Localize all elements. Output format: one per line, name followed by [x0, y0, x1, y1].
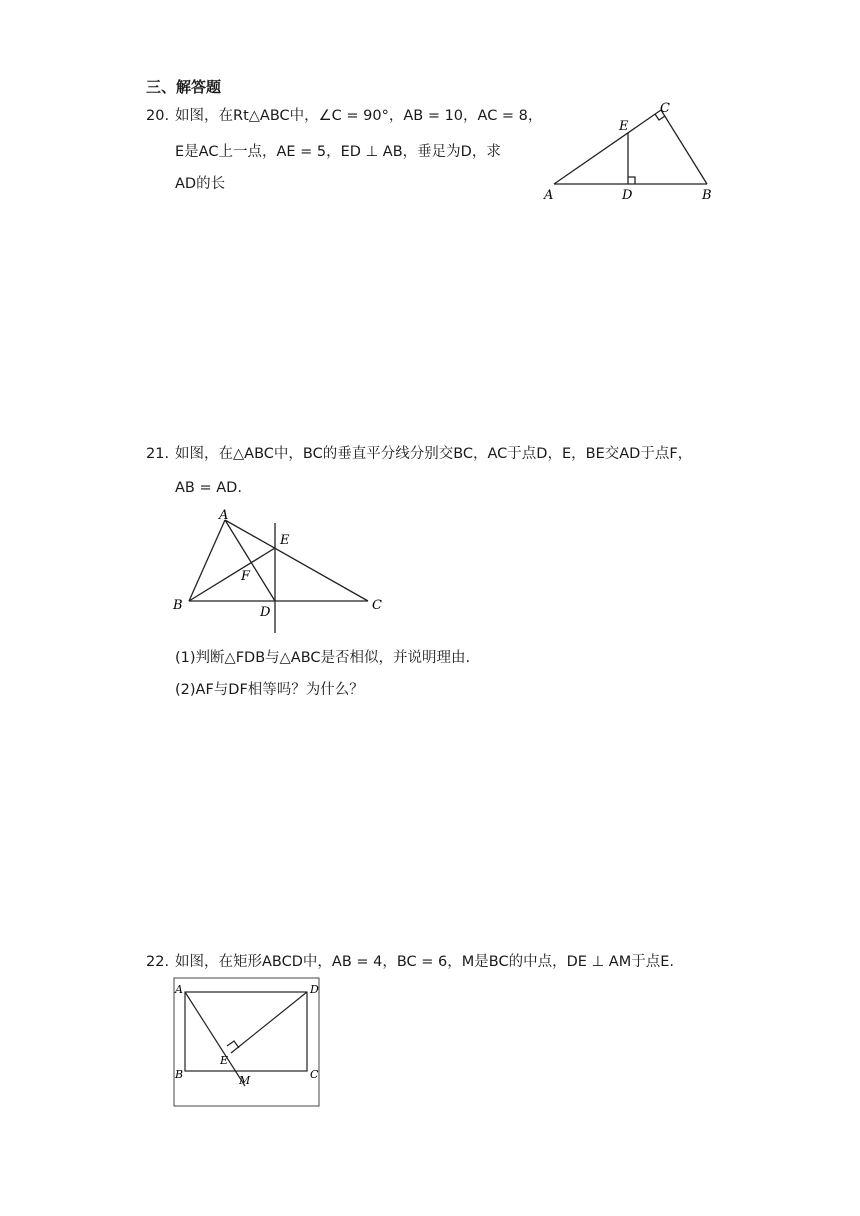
q20-label-d: D [622, 188, 633, 203]
q20-label-a: A [544, 188, 554, 203]
q21-label-d: D [260, 605, 271, 620]
q20-line1: 如图，在Rt△ABC中，∠C = 90°，AB = 10，AC = 8， [175, 108, 543, 124]
q20-segment-ac [554, 110, 661, 184]
q20-label-b: B [702, 188, 712, 203]
q22-figure [173, 977, 321, 1109]
q21-figure [168, 505, 398, 640]
q21-line2: AB = AD. [175, 480, 242, 496]
q20-figure [535, 95, 725, 210]
q22-segment-de [231, 992, 307, 1053]
q21-line1: 如图，在△ABC中，BC的垂直平分线分别交BC，AC于点D，E，BE交AD于点F， [175, 446, 693, 462]
q22-label-c: C [310, 1068, 319, 1081]
q20-number: 20. [146, 108, 170, 124]
q20-line3: AD的长 [175, 176, 226, 192]
q21-segment-be [189, 548, 275, 601]
q22-segment-am [185, 992, 245, 1086]
q21-number: 21. [146, 446, 170, 462]
q22-label-b: B [175, 1068, 184, 1081]
q20-right-angle-d [628, 177, 635, 184]
q21-label-a: A [219, 508, 229, 523]
q21-label-e: E [280, 533, 290, 548]
q22-label-m: M [239, 1074, 251, 1087]
q22-label-e: E [220, 1054, 229, 1067]
q21-segment-ad [225, 520, 275, 601]
q20-line2: E是AC上一点，AE = 5，ED ⊥ AB，垂足为D，求 [175, 144, 501, 160]
q21-segment-ab [189, 520, 225, 601]
q21-segment-ac [225, 520, 368, 601]
q22-label-d: D [310, 983, 319, 996]
q22-line1: 如图，在矩形ABCD中，AB = 4，BC = 6，M是BC的中点，DE ⊥ AM于点E. [175, 954, 674, 970]
q21-label-b: B [173, 598, 183, 613]
q21-part1: (1)判断△FDB与△ABC是否相似，并说明理由. [175, 650, 471, 666]
q22-number: 22. [146, 954, 170, 970]
q20-label-c: C [660, 101, 670, 116]
q22-rectangle-abcd [185, 992, 307, 1071]
q22-label-a: A [175, 983, 183, 996]
q21-part2: (2)AF与DF相等吗？为什么？ [175, 682, 364, 698]
section-title: 三、解答题 [146, 78, 222, 96]
q20-label-e: E [619, 119, 629, 134]
q20-segment-cb [661, 110, 707, 184]
q21-label-c: C [372, 598, 382, 613]
q21-label-f: F [241, 569, 251, 584]
q22-right-angle-e [227, 1041, 239, 1048]
